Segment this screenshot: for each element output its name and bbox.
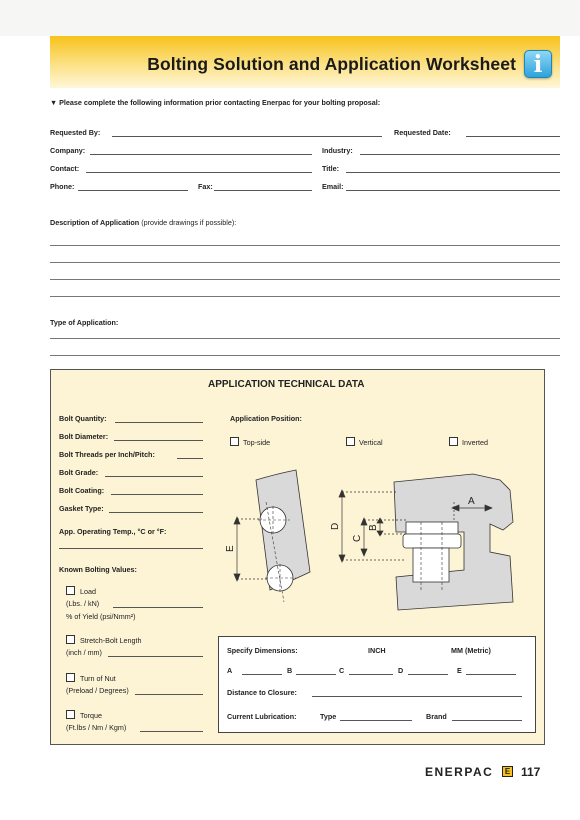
- closure-field[interactable]: [312, 696, 522, 697]
- contact-field[interactable]: [86, 172, 312, 173]
- lubrication-type-field[interactable]: [340, 720, 412, 721]
- type-line[interactable]: [50, 355, 560, 356]
- load-units: (Lbs. / kN): [66, 599, 100, 608]
- torque-checkbox[interactable]: [66, 710, 75, 719]
- turn-checkbox[interactable]: [66, 673, 75, 682]
- bolt-quantity-field[interactable]: [115, 422, 203, 423]
- phone-label: Phone:: [50, 182, 75, 191]
- lubrication-type-label: Type: [320, 712, 337, 721]
- requested-by-field[interactable]: [112, 136, 382, 137]
- fax-label: Fax:: [198, 182, 213, 191]
- gasket-type-field[interactable]: [109, 512, 203, 513]
- industry-field[interactable]: [360, 154, 560, 155]
- dim-d-label: D: [330, 522, 341, 530]
- dim-b-label: B: [368, 524, 379, 531]
- intro-text: ▼ Please complete the following information prior contacting Enerpac for your bolting proposal:: [50, 98, 381, 107]
- dim-a-label: A: [468, 496, 475, 507]
- info-icon: i: [524, 50, 552, 78]
- specify-dimensions-label: Specify Dimensions:: [227, 646, 298, 655]
- load-checkbox[interactable]: [66, 586, 75, 595]
- phone-field[interactable]: [78, 190, 188, 191]
- load-field[interactable]: [113, 607, 203, 608]
- dim-a-field[interactable]: [242, 674, 282, 675]
- bolt-diameter-label: Bolt Diameter:: [59, 432, 109, 441]
- load-label: Load: [80, 587, 96, 596]
- email-field[interactable]: [346, 190, 560, 191]
- description-label: Description of Application: [50, 218, 140, 227]
- company-field[interactable]: [90, 154, 312, 155]
- bolt-shank: [413, 548, 449, 582]
- description-line[interactable]: [50, 262, 560, 263]
- bolting-diagram: [218, 462, 548, 632]
- bolt-threads-label: Bolt Threads per Inch/Pitch:: [59, 450, 155, 459]
- torque-units: (Ft.lbs / Nm / Kgm): [66, 723, 127, 732]
- stretch-units: (inch / mm): [66, 648, 102, 657]
- torque-field[interactable]: [140, 731, 203, 732]
- position-label: Application Position:: [230, 414, 302, 423]
- vertical-label: Vertical: [359, 438, 383, 447]
- turn-field[interactable]: [135, 694, 203, 695]
- top-side-checkbox[interactable]: [230, 437, 239, 446]
- type-of-application-label: Type of Application:: [50, 318, 119, 327]
- dim-d-field-label: D: [398, 666, 404, 675]
- technical-data-title: APPLICATION TECHNICAL DATA: [208, 379, 365, 390]
- bolt-threads-field[interactable]: [177, 458, 203, 459]
- dim-d-field[interactable]: [408, 674, 448, 675]
- inverted-label: Inverted: [462, 438, 488, 447]
- closure-label: Distance to Closure:: [227, 688, 297, 697]
- turn-label: Turn of Nut: [80, 674, 116, 683]
- description-line[interactable]: [50, 245, 560, 246]
- known-values-label: Known Bolting Values:: [59, 565, 137, 574]
- dim-b-field[interactable]: [296, 674, 336, 675]
- dim-a-field-label: A: [227, 666, 233, 675]
- email-label: Email:: [322, 182, 344, 191]
- type-line[interactable]: [50, 338, 560, 339]
- nut-lower: [403, 534, 461, 548]
- bolt-diameter-field[interactable]: [114, 440, 203, 441]
- lubrication-brand-label: Brand: [426, 712, 447, 721]
- description-line[interactable]: [50, 296, 560, 297]
- operating-temp-field[interactable]: [59, 548, 203, 549]
- turn-units: (Preload / Degrees): [66, 686, 129, 695]
- dim-e-label: E: [225, 545, 236, 552]
- fax-field[interactable]: [214, 190, 312, 191]
- stretch-checkbox[interactable]: [66, 635, 75, 644]
- inch-label: INCH: [368, 646, 386, 655]
- gasket-type-label: Gasket Type:: [59, 504, 104, 513]
- dim-e-field[interactable]: [466, 674, 516, 675]
- page-number: 117: [521, 765, 541, 779]
- nut-upper: [406, 522, 458, 534]
- stretch-label: Stretch-Bolt Length: [80, 636, 142, 645]
- lubrication-brand-field[interactable]: [452, 720, 522, 721]
- title-field[interactable]: [346, 172, 560, 173]
- dim-c-label: C: [352, 534, 363, 542]
- requested-date-field[interactable]: [466, 136, 560, 137]
- yield-label: % of Yield (psi/Nmm²): [66, 612, 136, 621]
- vertical-checkbox[interactable]: [346, 437, 355, 446]
- lubrication-label: Current Lubrication:: [227, 712, 297, 721]
- description-heading: [50, 218, 236, 227]
- mm-label: MM (Metric): [451, 646, 491, 655]
- industry-label: Industry:: [322, 146, 353, 155]
- top-side-label: Top-side: [243, 438, 271, 447]
- bolt-coating-field[interactable]: [111, 494, 203, 495]
- title-label: Title:: [322, 164, 340, 173]
- description-line[interactable]: [50, 279, 560, 280]
- requested-date-label: Requested Date:: [394, 128, 451, 137]
- enerpac-logo: ENERPAC: [425, 765, 494, 779]
- page-title: Bolting Solution and Application Worksheet: [147, 54, 516, 74]
- operating-temp-label: App. Operating Temp., °C or °F:: [59, 527, 167, 536]
- description-note: (provide drawings if possible):: [141, 218, 237, 227]
- dim-b-field-label: B: [287, 666, 293, 675]
- torque-label: Torque: [80, 711, 102, 720]
- bolt-quantity-label: Bolt Quantity:: [59, 414, 107, 423]
- company-label: Company:: [50, 146, 86, 155]
- bolt-grade-label: Bolt Grade:: [59, 468, 99, 477]
- bolt-grade-field[interactable]: [105, 476, 203, 477]
- bolt-coating-label: Bolt Coating:: [59, 486, 105, 495]
- enerpac-logo-mark: E: [502, 766, 513, 777]
- dim-c-field[interactable]: [349, 674, 393, 675]
- inverted-checkbox[interactable]: [449, 437, 458, 446]
- contact-label: Contact:: [50, 164, 80, 173]
- requested-by-label: Requested By:: [50, 128, 101, 137]
- dim-c-field-label: C: [339, 666, 345, 675]
- dim-e-field-label: E: [457, 666, 462, 675]
- stretch-field[interactable]: [108, 656, 203, 657]
